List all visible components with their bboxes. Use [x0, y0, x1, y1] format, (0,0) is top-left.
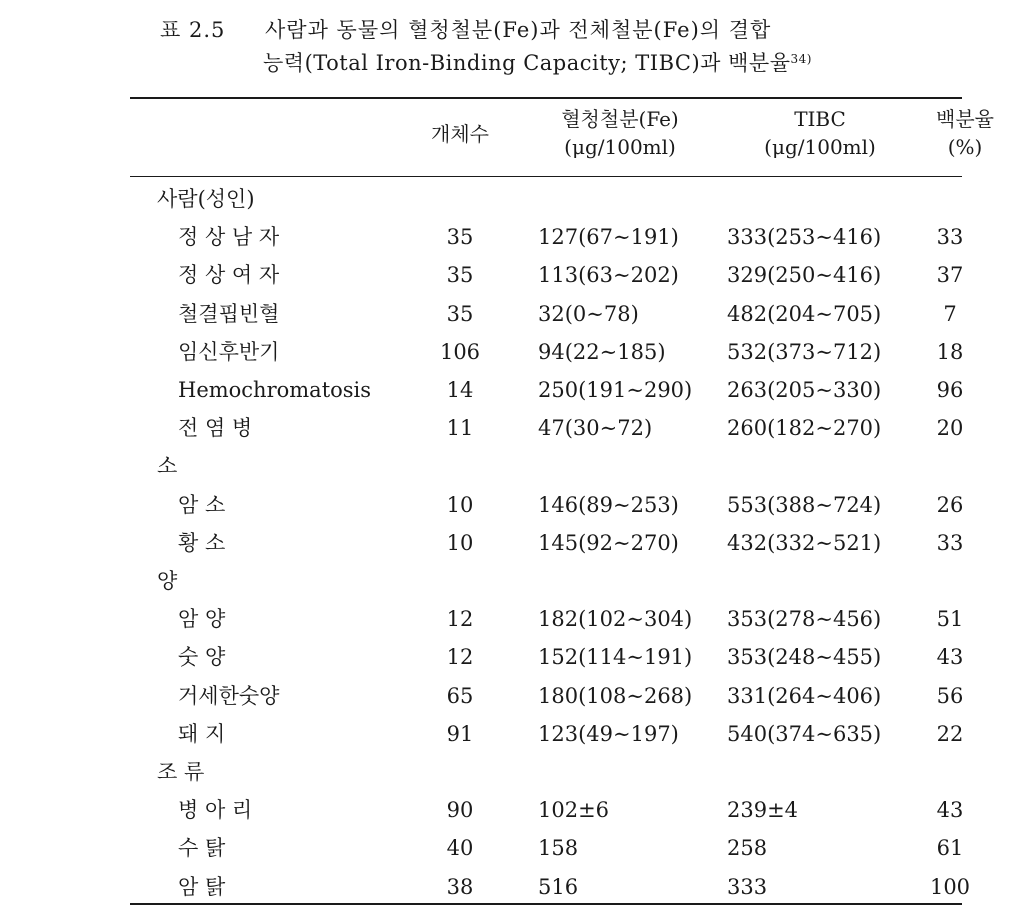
row-label: 전 염 병 [178, 416, 253, 441]
row-label: 정 상 남 자 [178, 225, 280, 250]
header-percent [905, 105, 1025, 161]
cell-serum-iron: 158 [538, 836, 579, 861]
cell-percent: 26 [936, 492, 964, 517]
row-label: 임신후반기 [178, 339, 280, 364]
table-title-continued: 능력(Total Iron-Binding Capacity; TIBC)과 백분율 [263, 51, 791, 75]
cell-count: 35 [446, 263, 474, 288]
row-label: 사람(성인) [157, 187, 255, 211]
row-label: 암 소 [178, 492, 226, 517]
cell-count: 12 [446, 645, 474, 670]
row-label: 암 양 [178, 607, 226, 632]
table-row [0, 678, 962, 714]
cell-count: 10 [446, 530, 474, 555]
cell-count: 35 [446, 225, 474, 250]
cell-count: 10 [446, 492, 474, 517]
group-row [0, 754, 962, 790]
table-header-rule [130, 176, 962, 177]
cell-count: 90 [446, 798, 474, 823]
cell-serum-iron: 32(0∼78) [538, 301, 639, 326]
cell-count: 38 [446, 874, 474, 899]
cell-serum-iron: 516 [538, 874, 579, 899]
cell-percent: 33 [936, 225, 964, 250]
cell-count: 40 [446, 836, 474, 861]
row-label: 병 아 리 [178, 798, 253, 823]
table-row [0, 372, 962, 408]
cell-tibc: 532(373∼712) [727, 339, 882, 364]
table-bottom-rule [130, 903, 962, 905]
cell-percent: 22 [936, 721, 964, 746]
cell-tibc: 333 [727, 874, 768, 899]
cell-tibc: 258 [727, 836, 768, 861]
cell-percent: 56 [936, 683, 964, 708]
cell-serum-iron: 182(102∼304) [538, 607, 693, 632]
cell-percent: 51 [936, 607, 964, 632]
reference-superscript: 34) [790, 52, 812, 66]
cell-serum-iron: 94(22∼185) [538, 339, 666, 364]
row-label: 수 탉 [178, 836, 226, 861]
row-label: 양 [157, 569, 178, 593]
cell-serum-iron: 47(30∼72) [538, 416, 653, 441]
header-percent-label: 백분율 [936, 107, 994, 131]
group-row [0, 563, 962, 599]
header-serum-iron [525, 105, 715, 161]
header-count-label: 개체수 [431, 122, 489, 146]
group-row [0, 448, 962, 484]
cell-percent: 37 [936, 263, 964, 288]
cell-serum-iron: 127(67∼191) [538, 225, 679, 250]
table-row [0, 830, 962, 866]
table-row [0, 257, 962, 293]
table-number: 표 2.5 [160, 18, 226, 42]
table-title: 사람과 동물의 혈청철분(Fe)과 전체철분(Fe)의 결합 [265, 18, 772, 42]
cell-tibc: 263(205∼330) [727, 378, 882, 402]
cell-serum-iron: 146(89∼253) [538, 492, 679, 517]
cell-count: 35 [446, 301, 474, 326]
cell-count: 12 [446, 607, 474, 632]
cell-serum-iron: 102±6 [538, 798, 610, 823]
cell-tibc: 329(250∼416) [727, 263, 882, 288]
header-serum-iron-unit: (μg/100ml) [564, 135, 676, 159]
table-caption-line2 [263, 47, 812, 77]
row-label: 조 류 [157, 760, 205, 784]
cell-tibc: 553(388∼724) [727, 492, 882, 517]
row-label: 황 소 [178, 530, 226, 555]
cell-percent: 20 [936, 416, 964, 441]
cell-serum-iron: 180(108∼268) [538, 683, 693, 708]
row-label: 정 상 여 자 [178, 263, 280, 288]
cell-percent: 7 [943, 301, 957, 326]
table-caption-line1 [160, 14, 771, 44]
cell-percent: 33 [936, 530, 964, 555]
cell-percent: 100 [929, 874, 971, 899]
cell-tibc: 331(264∼406) [727, 683, 882, 708]
cell-serum-iron: 113(63∼202) [538, 263, 679, 288]
group-row [0, 181, 962, 217]
table-row [0, 219, 962, 255]
cell-count: 106 [439, 339, 481, 364]
header-tibc [720, 105, 920, 161]
cell-tibc: 353(278∼456) [727, 607, 882, 632]
cell-percent: 18 [936, 339, 964, 364]
cell-serum-iron: 250(191∼290) [538, 378, 693, 402]
row-label: 철결핍빈혈 [178, 301, 280, 326]
header-tibc-unit: (μg/100ml) [764, 135, 876, 159]
cell-tibc: 353(248∼455) [727, 645, 882, 670]
table-row [0, 792, 962, 828]
cell-percent: 96 [936, 378, 964, 402]
table-row [0, 410, 962, 446]
table-top-rule [130, 97, 962, 99]
table-row [0, 639, 962, 675]
cell-tibc: 260(182∼270) [727, 416, 882, 441]
header-count [400, 120, 520, 148]
row-label: Hemochromatosis [178, 378, 372, 402]
cell-serum-iron: 152(114∼191) [538, 645, 693, 670]
header-percent-unit: (%) [947, 135, 983, 159]
cell-percent: 43 [936, 798, 964, 823]
cell-tibc: 540(374∼635) [727, 721, 882, 746]
cell-serum-iron: 123(49∼197) [538, 721, 679, 746]
cell-count: 14 [446, 378, 474, 402]
table-row [0, 601, 962, 637]
table-row [0, 525, 962, 561]
cell-count: 65 [446, 683, 474, 708]
table-row [0, 334, 962, 370]
header-tibc-label: TIBC [794, 107, 846, 131]
table-row [0, 716, 962, 752]
cell-count: 11 [446, 416, 474, 441]
table-row [0, 487, 962, 523]
table-row [0, 869, 971, 905]
row-label: 암 탉 [178, 874, 226, 899]
header-serum-iron-label: 혈청철분(Fe) [561, 107, 679, 131]
row-label: 거세한숫양 [178, 683, 280, 708]
cell-serum-iron: 145(92∼270) [538, 530, 679, 555]
cell-tibc: 333(253∼416) [727, 225, 882, 250]
row-label: 소 [157, 454, 178, 479]
table-row [0, 296, 962, 332]
cell-tibc: 482(204∼705) [727, 301, 882, 326]
row-label: 돼 지 [178, 721, 226, 746]
cell-percent: 61 [936, 836, 964, 861]
cell-count: 91 [446, 721, 474, 746]
row-label: 숫 양 [178, 645, 226, 670]
cell-tibc: 432(332∼521) [727, 530, 882, 555]
cell-tibc: 239±4 [727, 798, 799, 823]
cell-percent: 43 [936, 645, 964, 670]
